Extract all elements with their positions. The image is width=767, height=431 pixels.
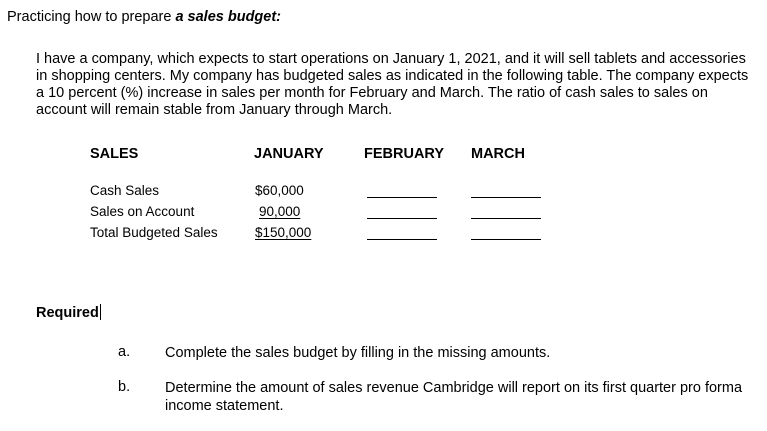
required-item-a-letter: a. <box>118 344 131 360</box>
row-label-cash-sales: Cash Sales <box>90 183 160 198</box>
heading-emphasis: a sales budget: <box>175 9 282 25</box>
required-heading <box>36 304 101 321</box>
sales-on-account-march-blank <box>471 218 541 219</box>
required-item-b-text: Determine the amount of sales revenue Cambridge will report on its first quarter pro forma income statement. <box>165 380 743 414</box>
row-label-sales-on-account: Sales on Account <box>90 204 195 219</box>
problem-description: I have a company, which expects to start operations on January 1, 2021, and it will sell tablets and accessories in shopping centers. My company has budgeted sales as indicated in the following table. The company expects a 10 percent (%) increase in sales per month for February and March. The ratio of cash sales to sales on account will remain stable from January through March. <box>36 51 749 118</box>
total-budgeted-sales-february-blank <box>367 239 437 240</box>
page-heading <box>7 9 281 25</box>
required-title: Required <box>36 305 99 321</box>
sales-on-account-february-blank <box>367 218 437 219</box>
cash-sales-january: $60,000 <box>255 183 304 198</box>
required-item-b-letter: b. <box>118 379 131 395</box>
total-budgeted-sales-march-blank <box>471 239 541 240</box>
cash-sales-march-blank <box>471 197 541 198</box>
required-item-a-text: Complete the sales budget by filling in the missing amounts. <box>165 345 551 361</box>
heading-prefix: Practicing how to prepare <box>7 9 176 25</box>
text-cursor <box>100 304 101 320</box>
header-january: JANUARY <box>254 146 324 162</box>
total-budgeted-sales-january: $150,000 <box>255 225 312 240</box>
header-march: MARCH <box>471 146 525 162</box>
sales-on-account-january: 90,000 <box>259 204 301 219</box>
header-sales: SALES <box>90 146 139 162</box>
row-label-total-budgeted-sales: Total Budgeted Sales <box>90 225 218 240</box>
header-february: FEBRUARY <box>364 146 445 162</box>
cash-sales-february-blank <box>367 197 437 198</box>
